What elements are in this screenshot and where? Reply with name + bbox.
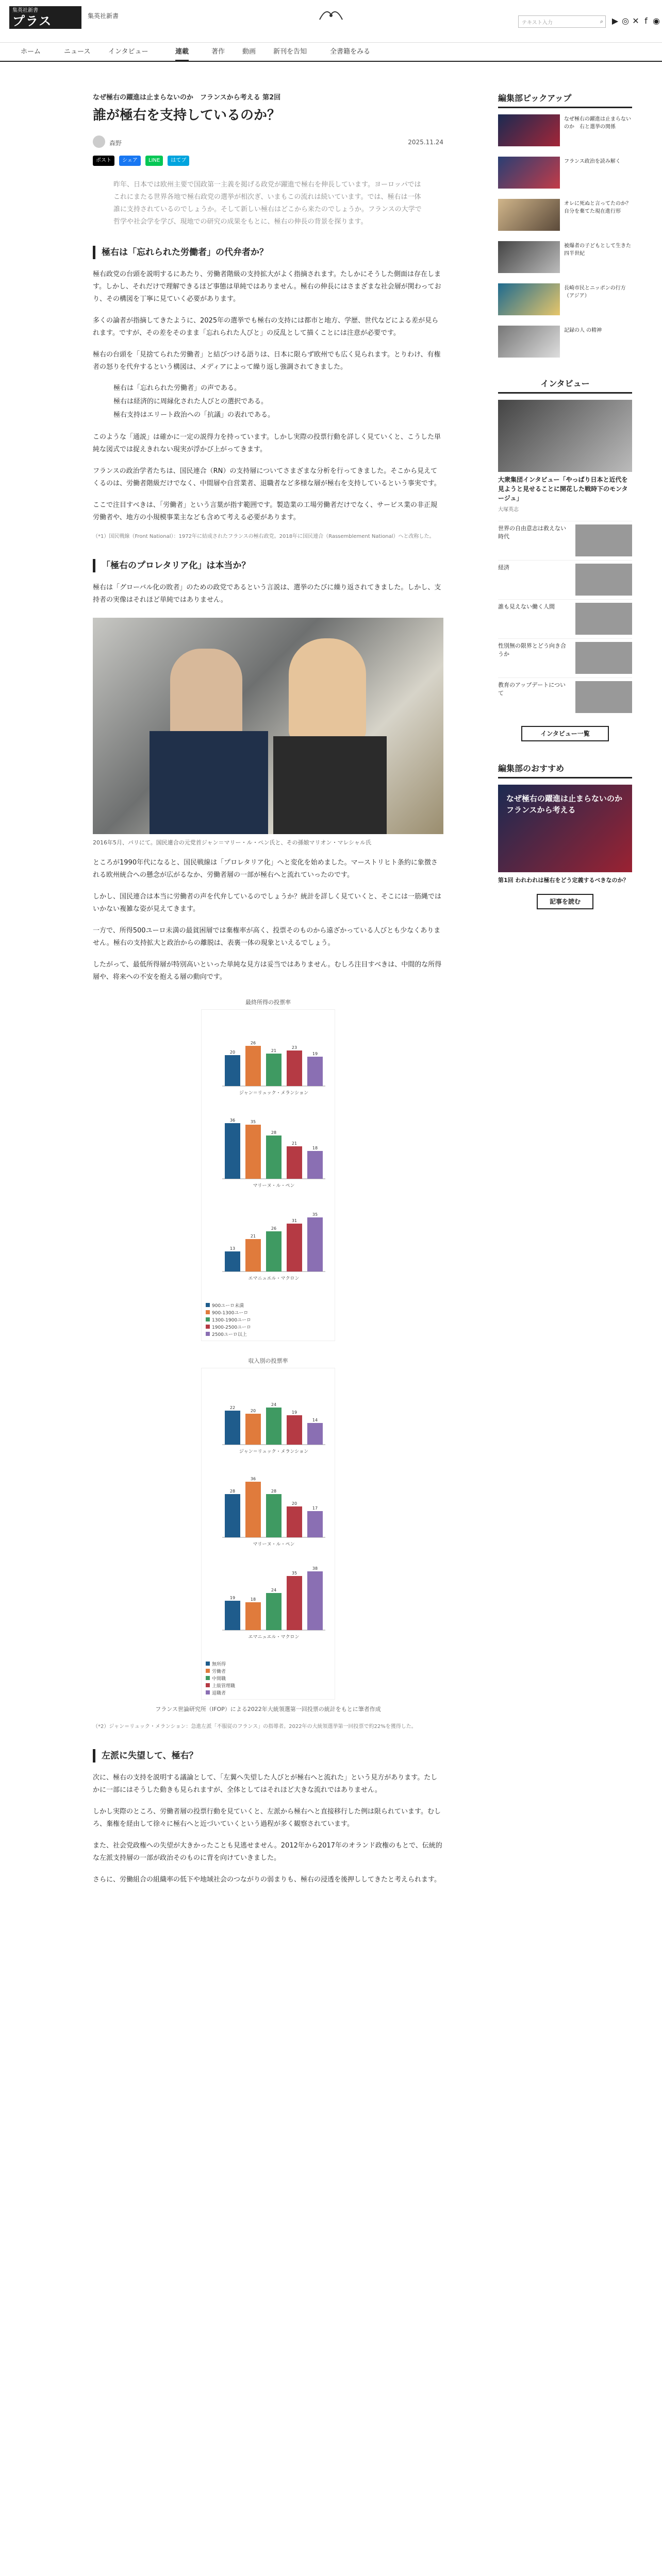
pickup-item[interactable] <box>498 283 632 319</box>
body-paragraph: 極右政党の台頭を説明するにあたり、労働者階級の支持拡大がよく指摘されます。たしかにそうした側面は存在します。しかし、それだけで理解できるほど事態は単純ではありません。極右の伸長にはさまざまな社会層が関わっており、その構図を丁寧に見ていく必要があります。 <box>93 270 441 303</box>
chart-bar <box>266 1136 282 1179</box>
pickup-heading: 編集部ピックアップ <box>498 92 632 108</box>
chart-bar <box>287 1224 302 1272</box>
chart-bar <box>245 1482 261 1537</box>
chart-bar <box>307 1571 323 1630</box>
recommend-banner[interactable]: なぜ極右の躍進は止まらないのか フランスから考える <box>498 785 632 872</box>
chart-bar <box>266 1408 282 1445</box>
legend-item <box>206 1324 330 1331</box>
body-paragraph: さらに、労働組合の組織率の低下や地域社会のつながりの弱まりも、極右の浸透を後押ししてきたと考えられます。 <box>93 1876 441 1884</box>
interview-item-thumb <box>575 642 632 674</box>
chart-1 <box>201 1009 335 1341</box>
chart-bar <box>225 1251 240 1272</box>
chart-2 <box>201 1368 335 1700</box>
interview-feature[interactable] <box>498 400 632 513</box>
chart-title-2: 収入別の投票率 <box>248 1358 288 1364</box>
chart-bar <box>266 1054 282 1086</box>
legend-item <box>206 1310 330 1317</box>
facebook-icon[interactable]: f <box>644 16 648 26</box>
legend-item <box>206 1675 330 1683</box>
nav-interview[interactable]: インタビュー <box>108 48 148 56</box>
share-x-button[interactable]: ポスト <box>93 156 114 166</box>
chart-bar <box>225 1055 240 1086</box>
rss-icon[interactable]: ◉ <box>653 16 660 26</box>
search-icon[interactable]: ⌕ <box>600 18 603 25</box>
legend-item <box>206 1302 330 1310</box>
interview-list-button[interactable]: インタビュー一覧 <box>521 726 609 741</box>
chart-category-label: ジャン＝リュック・メランション <box>239 1091 309 1096</box>
legend-swatch <box>206 1676 210 1680</box>
chart-data-label: 24 <box>271 1402 277 1407</box>
chart-data-label: 35 <box>291 1571 297 1575</box>
body-paragraph: 極右の台頭を「見捨てられた労働者」と結びつける語りは、日本に限らず欧州でも広く見られます。とりわけ、有権者の怒りを代弁するという構図は、メディアによって繰り返し強調されてきました。 <box>93 351 441 371</box>
interview-item-thumb <box>575 524 632 556</box>
quote-line: 極右支持はエリート政治への「抗議」の表れである。 <box>113 411 275 419</box>
interview-item[interactable] <box>498 677 632 717</box>
chart-data-label: 26 <box>271 1226 277 1231</box>
quote-line: 極右は経済的に周縁化された人びとの選択である。 <box>113 398 268 405</box>
chart-category-label: ジャン＝リュック・メランション <box>239 1449 309 1454</box>
body-paragraph: 次に、極右の支持を説明する議論として、「左翼へ失望した人びとが極右へと流れた」という見方があります。たしかに一部にはそうした動きも見られますが、全体としてはそれほど大きな流れではありません。 <box>93 1774 438 1794</box>
interview-item[interactable] <box>498 638 632 677</box>
pickup-text: 記録の人 の精神 <box>564 328 602 333</box>
body-paragraph: 多くの論者が指摘してきたように、2025年の選挙でも極右の支持には都市と地方、学歴、世代などによる差が見られます。ですが、その差をそのまま「忘れられた人びと」の反乱として描くことには注意が必要です。 <box>93 317 439 337</box>
chart-data-label: 21 <box>271 1048 277 1053</box>
pickup-item[interactable] <box>498 157 632 193</box>
body-paragraph: 極右は「グローバル化の敗者」のための政党であるという言説は、選挙のたびに繰り返されてきました。しかし、支持者の実像はそれほど単純ではありません。 <box>93 584 441 604</box>
chart-data-label: 18 <box>312 1146 318 1150</box>
site-logo[interactable] <box>9 6 81 29</box>
chart-bar <box>307 1217 323 1272</box>
chart-data-label: 18 <box>250 1597 256 1602</box>
article-title: 誰が極右を支持しているのか？ <box>93 108 281 123</box>
chart-bar <box>225 1411 240 1445</box>
legend-item <box>206 1668 330 1675</box>
chart-data-label: 19 <box>312 1052 318 1056</box>
legend-swatch <box>206 1303 210 1307</box>
chart-bar <box>245 1125 261 1179</box>
chart-data-label: 35 <box>312 1212 318 1217</box>
pickup-thumb <box>498 157 560 189</box>
nav-serial[interactable]: 連載 <box>175 43 189 61</box>
interview-item-text: 経済 <box>498 564 509 571</box>
article-meta <box>93 131 443 152</box>
chart-data-label: 19 <box>291 1410 297 1415</box>
pickup-text: なぜ極右の躍進は止まらないのか 右と選挙の関係 <box>564 116 631 130</box>
interview-item[interactable] <box>498 560 632 599</box>
pickup-item[interactable] <box>498 326 632 362</box>
body-paragraph: したがって、最低所得層が特別高いといった単純な見方は妥当ではありません。むしろ注目すべきは、中間的な所得層や、将来への不安を抱える層の動向です。 <box>93 961 442 981</box>
recommend-heading: 編集部のおすすめ <box>498 762 632 778</box>
legend-label: 労働者 <box>212 1669 226 1674</box>
logo-line1: 集英社新書 <box>12 8 38 13</box>
bird-logo-icon <box>316 4 346 28</box>
chart-data-label: 17 <box>312 1506 318 1511</box>
chart-data-label: 22 <box>229 1405 236 1410</box>
body-paragraph: ところが1990年代になると、国民戦線は「プロレタリア化」へと変化を始めました。マーストリヒト条約に象徴される欧州統合への懸念が広がるなか、労働者層の一部が極右へと流れていったのです。 <box>93 859 438 879</box>
legend-swatch <box>206 1332 210 1336</box>
legend-label: 2500ユーロ以上 <box>212 1332 247 1337</box>
legend-swatch <box>206 1325 210 1329</box>
pickup-text: フランス政治を読み解く <box>564 159 621 164</box>
article-date: 2025.11.24 <box>408 139 443 146</box>
chart-1-svg <box>202 1010 336 1298</box>
interview-heading: インタビュー <box>498 377 632 394</box>
chart-bar <box>266 1593 282 1630</box>
nav-home[interactable]: ホーム <box>21 48 41 56</box>
logo-line2: プラス <box>12 14 53 28</box>
search-placeholder: テキスト入力 <box>522 20 553 26</box>
chart-bar <box>266 1231 282 1272</box>
interview-thumb <box>498 400 632 472</box>
interview-item-thumb <box>575 603 632 635</box>
legend-label: 1300-1900ユーロ <box>212 1318 252 1323</box>
chart-bar <box>307 1423 323 1445</box>
chart-bar <box>307 1151 323 1179</box>
body-paragraph: このような「通説」は確かに一定の説得力を持っています。しかし実際の投票行動を詳しく見ていくと、こうした単純な図式では捉えきれない現実が浮かび上がってきます。 <box>93 433 441 453</box>
recommend-text: 第1回 われわれは極右をどう定義するべきなのか？ <box>498 877 629 884</box>
sidebar <box>498 92 636 909</box>
legend-label: 900ユーロ未満 <box>212 1303 244 1309</box>
photo-suit-left <box>150 731 268 834</box>
pickup-item[interactable] <box>498 199 636 235</box>
author-name[interactable]: 森野 <box>109 140 122 147</box>
chart-category-label: エマニュエル・マクロン <box>248 1635 300 1640</box>
x-icon[interactable]: ✕ <box>632 16 639 26</box>
site-header <box>0 0 662 37</box>
pickup-text: 被爆者の子どもとして生きた四半世紀 <box>564 243 631 257</box>
photo-person-right <box>289 638 366 741</box>
chart-data-label: 20 <box>291 1501 297 1506</box>
chart-1-legend <box>202 1300 335 1341</box>
pickup-thumb <box>498 199 560 231</box>
legend-item <box>206 1690 330 1697</box>
legend-item <box>206 1661 330 1668</box>
legend-label: 退職者 <box>212 1691 226 1696</box>
legend-label: 中間職 <box>212 1676 226 1682</box>
chart-bar <box>245 1239 261 1272</box>
legend-swatch <box>206 1310 210 1314</box>
interview-item[interactable] <box>498 599 632 638</box>
chart-data-label: 24 <box>271 1588 277 1592</box>
instagram-icon[interactable]: ◎ <box>622 16 629 26</box>
nav-video[interactable]: 動画 <box>242 48 256 56</box>
quote-line: 極右は「忘れられた労働者」の声である。 <box>113 384 241 392</box>
youtube-icon[interactable]: ▶ <box>611 16 619 26</box>
chart-category-label: マリーヌ・ル・ペン <box>253 1183 295 1189</box>
chart-bar <box>287 1506 302 1537</box>
legend-label: 無所得 <box>212 1662 226 1667</box>
interview-item-thumb <box>575 681 632 713</box>
legend-label: 900-1300ユーロ <box>212 1311 249 1316</box>
pickup-thumb <box>498 283 560 315</box>
legend-swatch <box>206 1683 210 1687</box>
share-buttons <box>93 154 443 167</box>
body-paragraph: 一方で、所得500ユーロ未満の最貧困層では棄権率が高く、投票そのものから遠ざかっている人びとも少なくありません。極右の支持拡大と政治からの離脱は、表裏一体の現象といえるでしょう。 <box>93 927 441 947</box>
share-line-button[interactable]: LINE <box>145 156 163 166</box>
nav-news[interactable]: ニュース <box>64 48 91 56</box>
chart-category-label: エマニュエル・マクロン <box>248 1276 300 1281</box>
chart-data-label: 14 <box>312 1418 318 1422</box>
author-avatar[interactable] <box>93 135 105 148</box>
chart-2-legend <box>202 1659 335 1699</box>
interview-item[interactable] <box>498 521 632 560</box>
chart-bar <box>225 1123 240 1179</box>
nav-new-books[interactable]: 新刊を告知 <box>273 48 307 56</box>
legend-item <box>206 1683 330 1690</box>
chart-bar <box>225 1601 240 1630</box>
chart-data-label: 31 <box>291 1218 297 1223</box>
chart-data-label: 20 <box>250 1409 256 1413</box>
interview-item-text: 誰も見えない働く人間 <box>498 603 555 610</box>
chart-data-label: 28 <box>229 1489 236 1494</box>
chart-section <box>93 998 443 1714</box>
chart-bar <box>245 1414 261 1445</box>
pickup-item[interactable] <box>498 114 632 150</box>
interview-title: 大衆集団インタビュー「やっぱり日本と近代を見ようと見せることに開花した戦時下のモンタージュ」 <box>498 476 628 502</box>
chart-data-label: 19 <box>229 1596 236 1600</box>
chart-data-label: 36 <box>250 1477 256 1481</box>
legend-swatch <box>206 1690 210 1694</box>
legend-label: 1900-2500ユーロ <box>212 1325 252 1330</box>
chart-data-label: 23 <box>291 1045 297 1050</box>
main-nav <box>0 42 662 62</box>
chart-data-label: 28 <box>271 1489 277 1494</box>
interview-item-text: 性別無の限界とどう向き合うか <box>498 642 566 657</box>
chart-data-label: 21 <box>291 1141 297 1146</box>
body-paragraph: フランスの政治学者たちは、国民連合（RN）の支持層についてさまざまな分析を行ってきました。そこから見えてくるのは、労働者階級だけでなく、中間層や自営業者、退職者など多様な層が極右を支持しているという事実です。 <box>93 467 441 487</box>
chart-data-label: 35 <box>250 1120 256 1124</box>
chart-bar <box>266 1494 282 1537</box>
pickup-text: オレに死ぬと言ってたのか？ 自分を棄てた現在進行形 <box>564 201 636 214</box>
chart-bar <box>225 1494 240 1537</box>
photo-coat-right <box>273 736 387 834</box>
chart-data-label: 26 <box>250 1041 256 1045</box>
article-photo <box>93 618 443 834</box>
body-paragraph: ここで注目すべきは、「労働者」という言葉が指す範囲です。製造業の工場労働者だけでなく、サービス業の非正規労働者や、地方の小規模事業主なども含めて考える必要があります。 <box>93 501 437 521</box>
pickup-text: 長崎市民とニッポンの行方（アジア） <box>564 285 626 299</box>
photo-person-left <box>170 649 242 741</box>
pickup-thumb <box>498 114 560 146</box>
interview-item-thumb <box>575 564 632 596</box>
section-heading-3: 左派に失望して、極右？ <box>93 1749 443 1762</box>
chart-2-svg <box>202 1368 336 1657</box>
article <box>93 92 443 1886</box>
chart-category-label: マリーヌ・ル・ペン <box>253 1542 295 1547</box>
pickup-thumb <box>498 241 560 273</box>
share-hatena-button[interactable]: はてブ <box>168 156 189 166</box>
interview-item-text: 世界の自由意志は救えない時代 <box>498 525 566 540</box>
legend-label: 上級管理職 <box>212 1684 236 1689</box>
body-paragraph: しかし、国民連合は本当に労働者の声を代弁しているのでしょうか？統計を詳しく見ていくと、そこには一筋縄ではいかない複雑な姿が見えてきます。 <box>93 893 442 913</box>
chart-bar <box>307 1057 323 1086</box>
article-kicker[interactable]: なぜ極右の躍進は止まらないのか フランスから考える 第2回 <box>93 94 281 101</box>
chart-data-label: 38 <box>312 1566 318 1571</box>
quote-block <box>93 382 443 422</box>
nav-all-books[interactable]: 全書籍をみる <box>330 48 371 56</box>
chart-bar <box>245 1046 261 1086</box>
chart-title-1: 最終所得の投票率 <box>245 999 291 1006</box>
chart-bar <box>287 1576 302 1630</box>
footnote: （*1）国民戦線（Front National）：1972年に結成されたフランスの極右政党。2018年に国民連合（Rassemblement National）へと改称した。 <box>93 534 435 539</box>
chart-data-label: 28 <box>271 1130 277 1135</box>
chart-caption: フランス世論研究所（IFOP）による2022年大統領選第一回投票の統計をもとに筆者作成 <box>155 1706 381 1713</box>
legend-swatch <box>206 1662 210 1666</box>
section-heading-1: 極右は「忘れられた労働者」の代弁者か？ <box>93 246 443 259</box>
nav-books[interactable]: 著作 <box>211 48 225 56</box>
photo-caption: 2016年5月、パリにて。国民連合の元党首ジャン＝マリー・ル・ペン氏と、その孫娘マリオン・マレシャル氏 <box>93 839 371 846</box>
chart-bar <box>287 1050 302 1086</box>
body-paragraph: また、社会党政権への失望が大きかったことも見逃せません。2012年から2017年のオランド政権のもとで、伝統的な左派支持層の一部が政治そのものに背を向けていきました。 <box>93 1842 442 1862</box>
interview-item-text: 教育のアップデートについて <box>498 682 566 697</box>
pickup-thumb <box>498 326 560 358</box>
chart-data-label: 21 <box>250 1234 256 1239</box>
legend-swatch <box>206 1669 210 1673</box>
search-input[interactable] <box>518 15 606 28</box>
footnote: （*2）ジャン＝リュック・メランション：急進左派「不服従のフランス」の指導者。2022年の大統領選挙第一回投票で約22%を獲得した。 <box>93 1724 417 1730</box>
chart-data-label: 36 <box>229 1118 236 1123</box>
chart-bar <box>287 1415 302 1445</box>
article-lead: 昨年、日本では欧州主要で国政第一主義を掲げる政党が躍進で極右を伸長しています。ヨーロッパではこれにまたる世界各地で極右政党の選挙が相次ぎ、いまもこの流れは続いています。では、極右は一体誰に支持されているのでしょうか。そして新しい極右はどこから来たのでしょうか。フランスの大学で哲学や社会学を学び、現地での研究の成果をもとに、極右の伸長の背景を探ります。 <box>113 181 422 226</box>
chart-bar <box>307 1511 323 1537</box>
logo-subtitle: 集英社新書 <box>88 12 119 20</box>
share-facebook-button[interactable]: シェア <box>119 156 141 166</box>
pickup-item[interactable] <box>498 241 632 277</box>
legend-swatch <box>206 1317 210 1321</box>
legend-item <box>206 1317 330 1324</box>
body-paragraph: しかし実際のところ、労働者層の投票行動を見ていくと、左派から極右へと直接移行した例は限られています。むしろ、棄権を経由して徐々に極右へと近づいていくという過程が多く観察されています。 <box>93 1808 441 1828</box>
chart-data-label: 20 <box>229 1050 236 1055</box>
section-heading-2: 「極右のプロレタリア化」は本当か？ <box>93 559 443 572</box>
read-article-button[interactable]: 記事を読む <box>537 894 593 909</box>
chart-bar <box>287 1146 302 1179</box>
interview-name: 大塚英志 <box>498 507 519 513</box>
legend-item <box>206 1331 330 1338</box>
chart-bar <box>245 1602 261 1630</box>
chart-data-label: 13 <box>229 1246 236 1251</box>
